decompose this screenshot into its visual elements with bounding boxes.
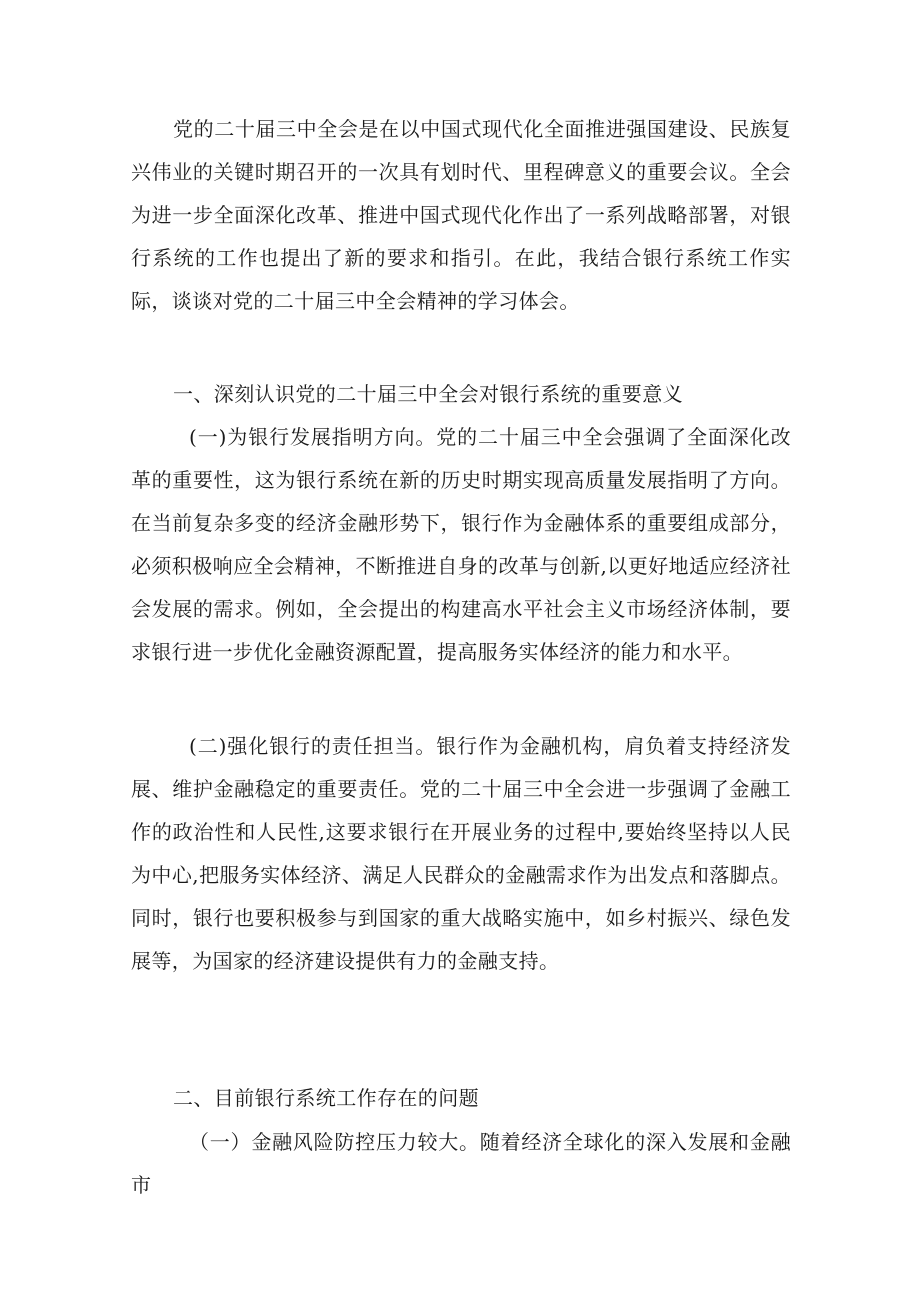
subsection-paragraph-1-2: (二)强化银行的责任担当。银行作为金融机构，肩负着支持经济发展、维护金融稳定的重要责任。党的二十届三中全会进一步强调了金融工作的政治性和人民性,这要求银行在开展业务的过程中,要始终坚持以人民为中心,把服务实体经济、满足人民群众的金融需求作为出发点和落脚点。同时，银行也要积极参与到国家的重大战略实施中，如乡村振兴、绿色发展等，为国家的经济建设提供有力的金融支持。: [131, 734, 791, 973]
section-heading-2: 二、目前银行系统工作存在的问题: [173, 1086, 479, 1110]
subsection-paragraph-1-1: (一)为银行发展指明方向。党的二十届三中全会强调了全面深化改革的重要性，这为银行系统在新的历史时期实现高质量发展指明了方向。在当前复杂多变的经济金融形势下，银行作为金融体系的重要组成部分，必须积极响应全会精神，不断推进自身的改革与创新,以更好地适应经济社会发展的需求。例如，全会提出的构建高水平社会主义市场经济体制，要求银行进一步优化金融资源配置，提高服务实体经济的能力和水平。: [131, 425, 791, 664]
subsection-paragraph-2-1: （一）金融风险防控压力较大。随着经济全球化的深入发展和金融市: [131, 1130, 791, 1197]
intro-paragraph: 党的二十届三中全会是在以中国式现代化全面推进强国建设、民族复兴伟业的关键时期召开的一次具有划时代、里程碑意义的重要会议。全会为进一步全面深化改革、推进中国式现代化作出了一系列战略部署，对银行系统的工作也提出了新的要求和指引。在此，我结合银行系统工作实际，谈谈对党的二十届三中全会精神的学习体会。: [131, 117, 791, 313]
section-heading-1: 一、深刻认识党的二十届三中全会对银行系统的重要意义: [173, 382, 683, 406]
